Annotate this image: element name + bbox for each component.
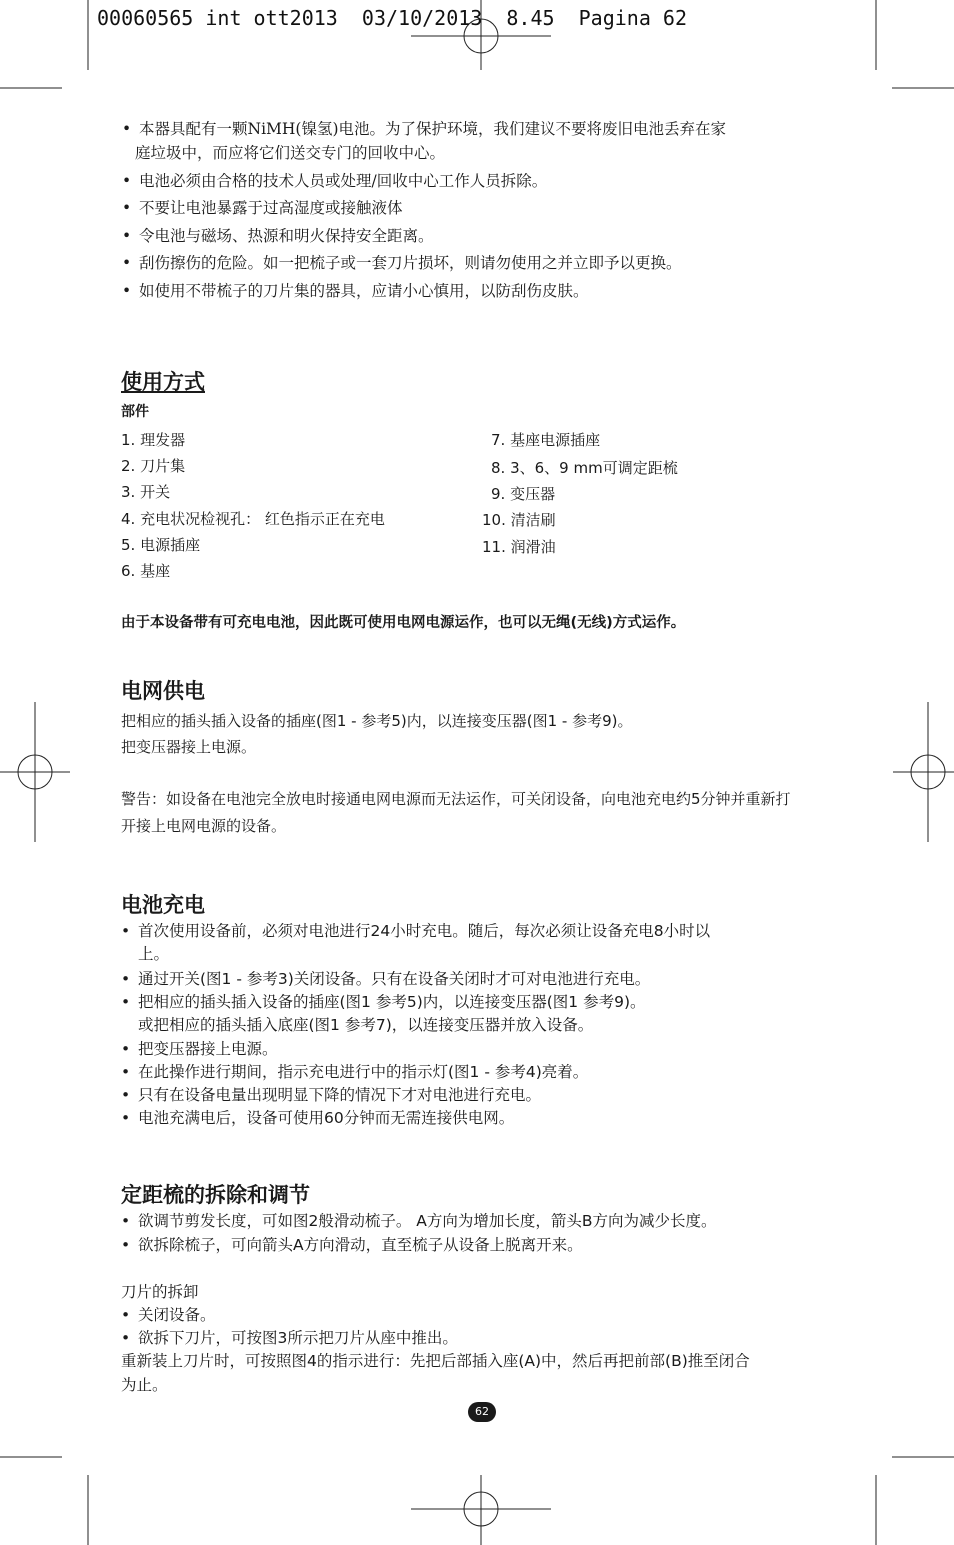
mains-line: 把相应的插头插入设备的插座(图1 - 参考5)内，以连接变压器(图1 - 参考9)。 xyxy=(121,712,633,730)
print-slug-header: 00060565 int ott2013 03/10/2013 8.45 Pagina 62 xyxy=(97,6,688,30)
part-item: 2. 刀片集 xyxy=(121,457,186,475)
mains-warning: 警告：如设备在电池完全放电时接通电网电源而无法运作，可关闭设备，向电池充电约5分钟并重新打 xyxy=(121,790,791,808)
refit-line: 重新装上刀片时，可按照图4的指示进行：先把后部插入座(A)中，然后再把前部(B)推至闭合 xyxy=(121,1352,750,1370)
part-item: 9. 变压器 xyxy=(491,485,556,503)
page-number-badge: 62 xyxy=(468,1402,496,1422)
part-item: 6. 基座 xyxy=(121,562,171,580)
mains-warning: 开接上电网电源的设备。 xyxy=(121,817,287,835)
section-title-usage: 使用方式 xyxy=(121,370,205,394)
charging-continuation: 或把相应的插头插入底座(图1 参考7)，以连接变压器并放入设备。 xyxy=(138,1016,594,1034)
part-item: 7. 基座电源插座 xyxy=(491,431,601,449)
part-item: 3. 开关 xyxy=(121,483,171,501)
section-title-mains: 电网供电 xyxy=(121,679,205,703)
parts-heading: 部件 xyxy=(121,404,149,420)
refit-line: 为止。 xyxy=(121,1376,168,1394)
part-item: 10. 清洁刷 xyxy=(482,511,556,529)
part-item: 5. 电源插座 xyxy=(121,536,201,554)
cordless-note: 由于本设备带有可充电电池，因此既可使用电网电源运作，也可以无绳(无线)方式运作。 xyxy=(121,615,686,631)
part-item: 4. 充电状况检视孔： 红色指示正在充电 xyxy=(121,510,385,528)
charging-continuation: 上。 xyxy=(138,945,170,963)
part-item: 11. 润滑油 xyxy=(482,538,556,556)
part-item: 1. 理发器 xyxy=(121,431,186,449)
blade-heading: 刀片的拆卸 xyxy=(121,1283,199,1301)
section-title-comb: 定距梳的拆除和调节 xyxy=(121,1183,310,1207)
safety-bullet-continuation: 庭垃圾中，而应将它们送交专门的回收中心。 xyxy=(135,144,446,162)
section-title-charging: 电池充电 xyxy=(121,893,205,917)
part-item: 8. 3、6、9 mm可调定距梳 xyxy=(491,459,678,477)
mains-line: 把变压器接上电源。 xyxy=(121,738,257,756)
